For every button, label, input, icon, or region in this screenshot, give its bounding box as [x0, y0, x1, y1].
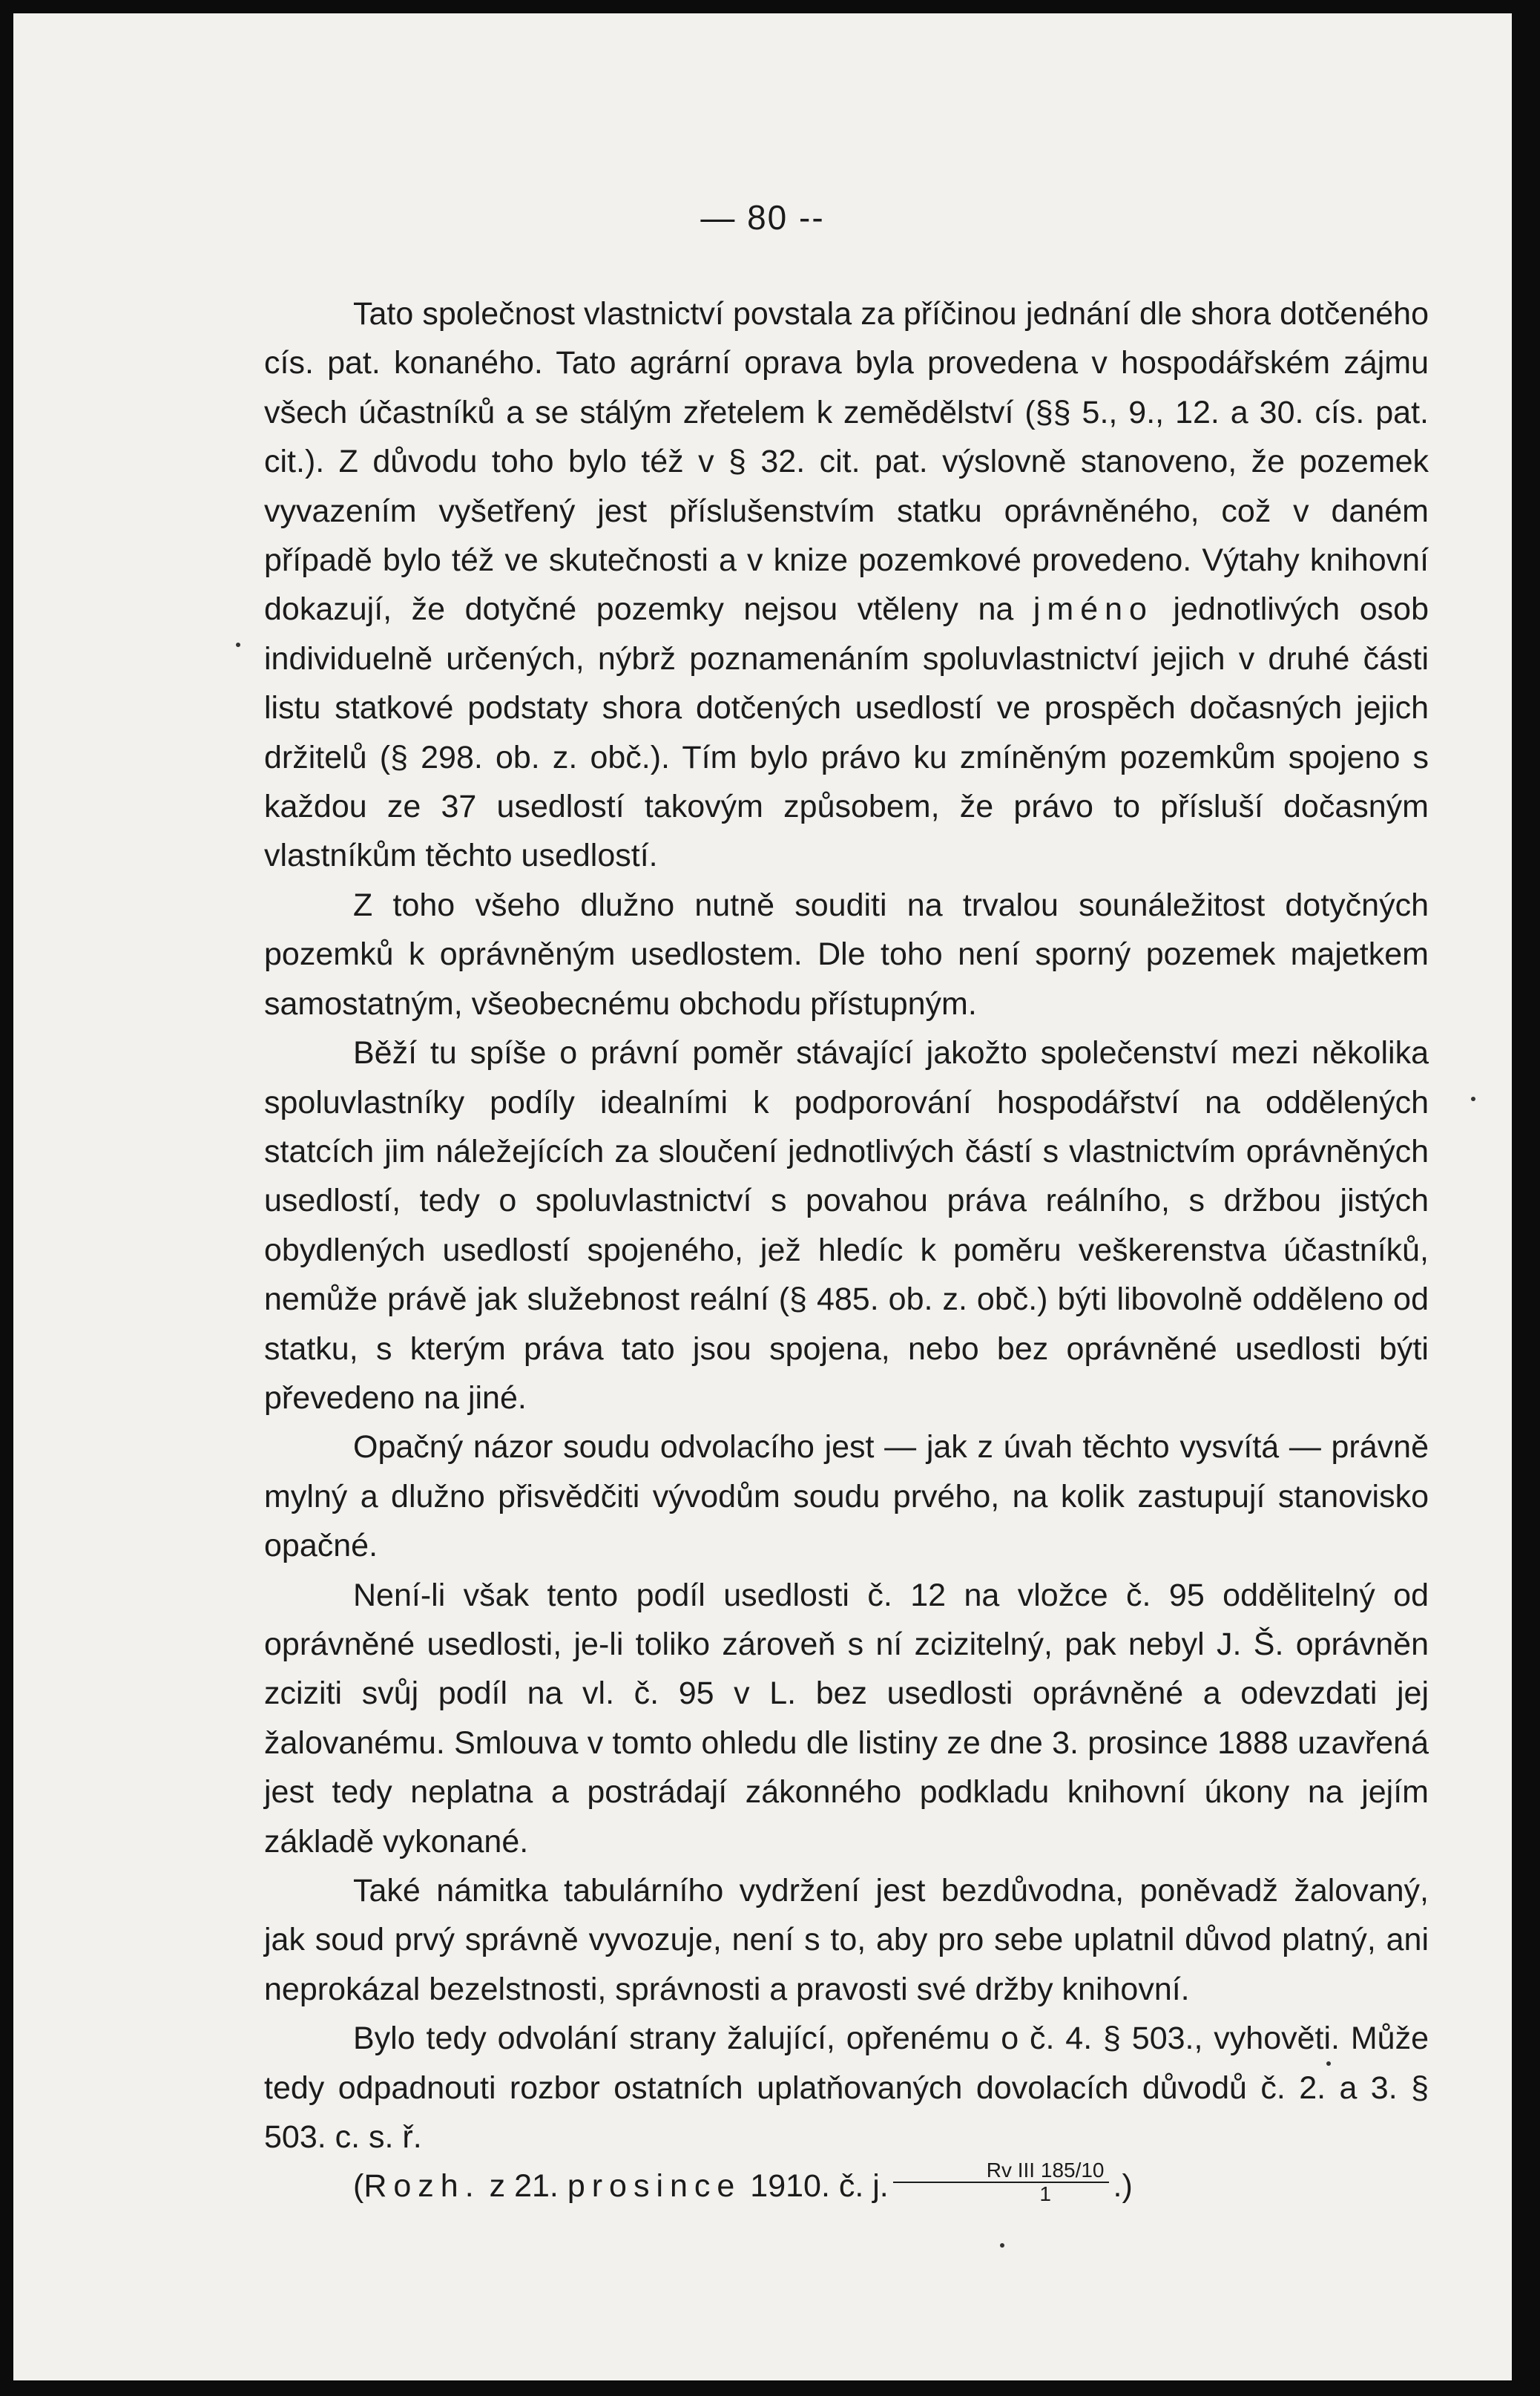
- paragraph-1: [264, 289, 1429, 881]
- decision-citation: [264, 2159, 1429, 2211]
- citation-close: .): [1113, 2168, 1133, 2205]
- citation-date-prefix: z 21.: [489, 2168, 559, 2205]
- vytahy-spaced-word: jméno: [1033, 591, 1154, 628]
- citation-month: prosince: [567, 2168, 742, 2205]
- paragraph-3: Běží tu spíše o právní poměr stávající jakožto společenství mezi několika spoluvlastníky podíly idealními k podporování hospodářství na oddělených statcích jim náležejících za sloučení jednotlivých částí s vlastnictvím oprávněných usedlostí, tedy o spoluvlastnictví s povahou práva reálního, s držbou jistých obydlených usedlostí spojeného, jež hledíc k poměru veškerenstva účastníků, nemůže právě jak služebnost reální (§ 485. ob. z. obč.) býti libovolně odděleno od statku, s kterým práva tato jsou spojena, nebo bez oprávněné usedlosti býti převedeno na jiné.: [264, 1035, 1429, 1416]
- fraction-denominator: 1: [1039, 2182, 1051, 2206]
- document-page: [13, 13, 1512, 2380]
- case-number-fraction: [893, 2159, 1109, 2205]
- citation-open: (: [353, 2168, 364, 2205]
- margin-speck: [1471, 1097, 1475, 1101]
- citation-year-cj: 1910. č. j.: [750, 2168, 889, 2205]
- margin-speck: [236, 643, 240, 647]
- paragraph-6: Také námitka tabulárního vydržení jest bezdůvodna, poněvadž žalovaný, jak soud prvý správně vyvozuje, není s to, aby pro sebe uplatnil důvod platný, ani neprokázal bezelstnosti, správnosti a pravosti své držby knihovní.: [264, 1873, 1429, 2007]
- margin-speck: [1000, 2243, 1004, 2248]
- paragraph-5: Není-li však tento podíl usedlosti č. 12 na vložce č. 95 oddělitelný od oprávněné usedlosti, je-li toliko zároveň s ní zcizitelný, pak nebyl J. Š. oprávněn zciziti svůj podíl na vl. č. 95 v L. bez usedlosti oprávněné a odevzdati jej žalovanému. Smlouva v tomto ohledu dle listiny ze dne 3. prosince 1888 uzavřená jest tedy neplatna a postrádají zákonného podkladu knihovní úkony na jejím základě vykonané.: [264, 1577, 1429, 1860]
- fraction-numerator: Rv III 185/10: [893, 2159, 1109, 2183]
- paragraph-7: Bylo tedy odvolání strany žalující, opřenému o č. 4. § 503., vyhověti. Může tedy odpadnouti rozbor ostatních uplatňovaných dovolacích důvodů č. 2. a 3. § 503. c. s. ř.: [264, 2021, 1429, 2156]
- vytahy-after: jednotlivých osob individuelně určených, nýbrž poznamenáním spoluvlastnictví jejich v druhé části listu statkové podstaty shora dotčených usedlostí ve prospěch dočasných jejich držitelů (§ 298. ob. z. obč.). Tím bylo právo ku zmíněným pozemkům spojeno s každou ze 37 usedlostí takovým způsobem, že právo to přísluší dočasným vlastníkům těchto usedlostí.: [264, 591, 1429, 874]
- citation-rozh: Rozh.: [363, 2168, 481, 2205]
- margin-speck: [1326, 2061, 1331, 2066]
- page-number: — 80 --: [700, 198, 825, 237]
- body-text: [264, 289, 1429, 2211]
- paragraph-2: Z toho všeho dlužno nutně souditi na trvalou sounáležitost dotyčných pozemků k oprávněným usedlostem. Dle toho není sporný pozemek majetkem samostatným, všeobecnému obchodu přístupným.: [264, 887, 1429, 1022]
- paragraph-4: Opačný názor soudu odvolacího jest — jak z úvah těchto vysvítá — právně mylný a dlužno přisvědčiti vývodům soudu prvého, na kolik zastupují stanovisko opačné.: [264, 1429, 1429, 1564]
- paragraph-1-text: Tato společnost vlastnictví povstala za příčinou jednání dle shora dotčeného cís. pat. konaného. Tato agrární oprava byla provedena v hospodářském zájmu všech účastníků a se stálým zřetelem k zemědělství (§§ 5., 9., 12. a 30. cís. pat. cit.). Z důvodu toho bylo též v § 32. cit. pat. výslovně stanoveno, že pozemek vyvazením vyšetřený jest příslušenstvím statku oprávněného, což v daném případě bylo též ve skutečnosti a v knize pozemkové provedeno.: [264, 296, 1429, 579]
- vytahy-before: Výtahy knihovní dokazují, že dotyčné pozemky nejsou vtěleny na: [264, 542, 1429, 628]
